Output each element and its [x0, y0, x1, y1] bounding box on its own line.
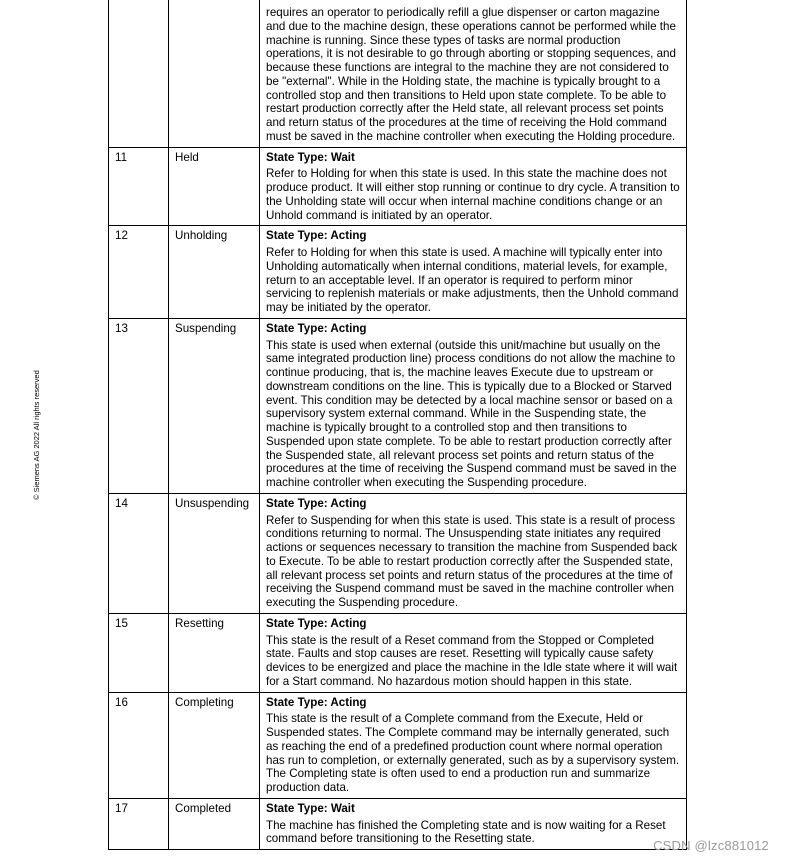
state-type: State Type: Acting — [266, 695, 367, 709]
state-name: Unholding — [169, 226, 260, 319]
state-description-cell — [260, 226, 687, 319]
state-description: Refer to Holding for when this state is used. A machine will typically enter into Unholding automatically when internal conditions, material levels, for example, return to an acceptable level. If an operator is required to perform minor servicing to replenish materials or make adjustments, then the Unhold command may be initiated by the operator. — [266, 246, 679, 314]
state-name: Held — [169, 147, 260, 226]
state-number: 12 — [109, 226, 169, 319]
state-description: Refer to Holding for when this state is used. In this state the machine does not produce product. It will either stop running or continue to dry cycle. A transition to the Unholding state will occur when internal machine conditions change or an Unhold command is initiated by an operator. — [266, 167, 680, 222]
state-number: 15 — [109, 613, 169, 692]
state-description: This state is the result of a Reset command from the Stopped or Completed state. Faults and stop causes are reset. Resetting will typically cause safety devices to be energized and place the machine in the Idle state where it will wait for a Start command. No hazardous motion should happen in this state. — [266, 633, 678, 688]
state-type: State Type: Acting — [266, 229, 367, 243]
state-description-cell — [260, 692, 687, 798]
table-row — [109, 692, 687, 798]
state-number: 14 — [109, 493, 169, 613]
state-type: State Type: Acting — [266, 496, 367, 510]
state-name: Resetting — [169, 613, 260, 692]
table-row — [109, 798, 687, 849]
state-type: State Type: Wait — [266, 801, 355, 815]
table-row — [109, 613, 687, 692]
state-table — [108, 0, 687, 850]
state-description: This state is the result of a Complete command from the Execute, Held or Suspended states. The Complete command may be internally generated, such as reaching the end of a predefined production count where normal operation has run to completion, or externally generated, such as by a supervisory system. The Completing state is often used to end a production run and summarize production data. — [266, 712, 680, 794]
table-row — [109, 147, 687, 226]
state-description-cell — [260, 798, 687, 849]
state-type: State Type: Acting — [266, 321, 367, 335]
state-name: Unsuspending — [169, 493, 260, 613]
table-row — [109, 226, 687, 319]
state-description-cell — [260, 318, 687, 493]
state-number — [109, 0, 169, 147]
state-number: 16 — [109, 692, 169, 798]
state-description-cell — [260, 0, 687, 147]
state-description: requires an operator to periodically refill a glue dispenser or carton magazine and due to the machine design, these operations cannot be performed while the machine is running. Since these types of tasks are normal production operations, it is not desirable to go through aborting or stopping sequences, and because these functions are integral to the machine they are not considered to be "external". While in the Holding state, the machine is typically brought to a controlled stop and then transitions to Held upon state complete. To be able to restart production correctly after the Held state, all relevant process set points and return status of the procedures at the time of receiving the Hold command must be saved in the machine controller when executing the Holding procedure. — [266, 6, 676, 143]
state-description: The machine has finished the Completing state and is now waiting for a Reset command before transitioning to the Resetting state. — [266, 818, 666, 846]
state-description-cell — [260, 493, 687, 613]
copyright-notice: © Siemens AG 2022 All rights reserved — [32, 370, 41, 500]
state-type: State Type: Acting — [266, 616, 367, 630]
state-name: Completing — [169, 692, 260, 798]
table-row — [109, 493, 687, 613]
watermark-text: CSDN @lzc881012 — [653, 838, 769, 853]
state-name: Suspending — [169, 318, 260, 493]
state-description: Refer to Suspending for when this state is used. This state is a result of process conditions returning to normal. The Unsuspending state initiates any required actions or sequences necessary to transition the machine from Suspended back to Execute. To be able to restart production correctly after the Suspended state, all relevant process set points and return status of the procedures at the time of receiving the Suspend command must be saved in the machine controller when executing the Suspending procedure. — [266, 513, 678, 609]
state-description: This state is used when external (outside this unit/machine but usually on the same integrated production line) process conditions do not allow the machine to continue producing, that is, the machine leaves Execute due to upstream or downstream conditions on the line. This is typically due to a Blocked or Starved event. This condition may be detected by a local machine sensor or based on a supervisory system external command. While in the Suspending state, the machine is typically brought to a controlled stop and then transitions to Suspended upon state complete. To be able to restart production correctly after the Suspended state, all relevant process set points and return status of the procedures at the time of receiving the Suspend command must be saved in the machine controller when executing the Suspending procedure. — [266, 338, 677, 489]
state-name — [169, 0, 260, 147]
state-name: Completed — [169, 798, 260, 849]
table-row — [109, 318, 687, 493]
state-description-cell — [260, 613, 687, 692]
state-number: 11 — [109, 147, 169, 226]
state-number: 17 — [109, 798, 169, 849]
state-type: State Type: Wait — [266, 150, 355, 164]
table-row — [109, 0, 687, 147]
state-number: 13 — [109, 318, 169, 493]
state-description-cell — [260, 147, 687, 226]
